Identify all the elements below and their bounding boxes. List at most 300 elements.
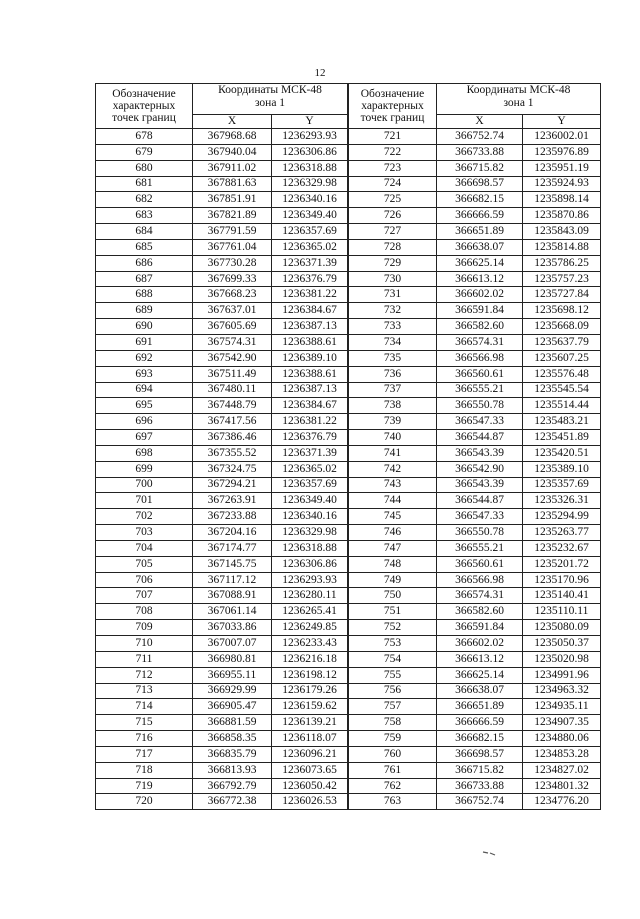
point-number-cell: 681 xyxy=(96,176,193,192)
y-coordinate-cell: 1234935.11 xyxy=(523,699,601,715)
y-coordinate-cell: 1236233.43 xyxy=(272,636,348,652)
y-coordinate-cell: 1235389.10 xyxy=(523,461,601,477)
x-coordinate-cell: 366955.11 xyxy=(193,667,272,683)
point-number-cell: 722 xyxy=(349,144,437,160)
y-coordinate-cell: 1235020.98 xyxy=(523,651,601,667)
y-coordinate-cell: 1235232.67 xyxy=(523,540,601,556)
y-coordinate-cell: 1236118.07 xyxy=(272,731,348,747)
table-row xyxy=(349,303,601,319)
point-number-cell: 710 xyxy=(96,636,193,652)
x-coordinate-cell: 367637.01 xyxy=(193,303,272,319)
y-coordinate-cell: 1235898.14 xyxy=(523,192,601,208)
point-number-cell: 748 xyxy=(349,556,437,572)
point-number-cell: 685 xyxy=(96,239,193,255)
point-number-cell: 759 xyxy=(349,731,437,747)
point-number-cell: 696 xyxy=(96,414,193,430)
table-body-right xyxy=(349,129,601,810)
table-row xyxy=(96,414,348,430)
x-coordinate-cell: 366835.79 xyxy=(193,746,272,762)
point-number-cell: 708 xyxy=(96,604,193,620)
y-coordinate-cell: 1235170.96 xyxy=(523,572,601,588)
x-coordinate-cell: 366602.02 xyxy=(437,287,523,303)
x-coordinate-cell: 366682.15 xyxy=(437,731,523,747)
y-coordinate-cell: 1235757.23 xyxy=(523,271,601,287)
table-row xyxy=(96,303,348,319)
x-coordinate-cell: 366772.38 xyxy=(193,794,272,810)
point-number-cell: 709 xyxy=(96,620,193,636)
table-row xyxy=(349,651,601,667)
point-number-cell: 757 xyxy=(349,699,437,715)
table-row xyxy=(96,715,348,731)
table-row xyxy=(96,192,348,208)
y-coordinate-cell: 1235451.89 xyxy=(523,430,601,446)
point-number-cell: 727 xyxy=(349,224,437,240)
header-y: Y xyxy=(272,115,348,129)
x-coordinate-cell: 366905.47 xyxy=(193,699,272,715)
y-coordinate-cell: 1236388.61 xyxy=(272,366,348,382)
table-row xyxy=(96,319,348,335)
table-row xyxy=(349,731,601,747)
x-coordinate-cell: 366666.59 xyxy=(437,208,523,224)
table-row xyxy=(349,588,601,604)
table-row xyxy=(349,334,601,350)
y-coordinate-cell: 1235326.31 xyxy=(523,493,601,509)
y-coordinate-cell: 1235924.93 xyxy=(523,176,601,192)
x-coordinate-cell: 366543.39 xyxy=(437,477,523,493)
point-number-cell: 686 xyxy=(96,255,193,271)
table-row xyxy=(96,683,348,699)
point-number-cell: 728 xyxy=(349,239,437,255)
y-coordinate-cell: 1235976.89 xyxy=(523,144,601,160)
y-coordinate-cell: 1236026.53 xyxy=(272,794,348,810)
table-row xyxy=(96,461,348,477)
table-row xyxy=(349,461,601,477)
x-coordinate-cell: 366625.14 xyxy=(437,255,523,271)
y-coordinate-cell: 1236073.65 xyxy=(272,762,348,778)
y-coordinate-cell: 1236249.85 xyxy=(272,620,348,636)
table-row xyxy=(349,144,601,160)
x-coordinate-cell: 366550.78 xyxy=(437,525,523,541)
table-row xyxy=(349,604,601,620)
header-coordinates-line2: зона 1 xyxy=(503,97,534,109)
point-number-cell: 731 xyxy=(349,287,437,303)
table-row xyxy=(96,572,348,588)
y-coordinate-cell: 1235637.79 xyxy=(523,334,601,350)
table-row xyxy=(349,414,601,430)
point-number-cell: 736 xyxy=(349,366,437,382)
table-row xyxy=(96,160,348,176)
table-row xyxy=(96,588,348,604)
x-coordinate-cell: 366858.35 xyxy=(193,731,272,747)
point-number-cell: 684 xyxy=(96,224,193,240)
y-coordinate-cell: 1235514.44 xyxy=(523,398,601,414)
x-coordinate-cell: 366715.82 xyxy=(437,160,523,176)
y-coordinate-cell: 1235294.99 xyxy=(523,509,601,525)
header-designation-line2: характерных xyxy=(361,100,424,112)
point-number-cell: 733 xyxy=(349,319,437,335)
x-coordinate-cell: 367233.88 xyxy=(193,509,272,525)
y-coordinate-cell: 1236357.69 xyxy=(272,477,348,493)
x-coordinate-cell: 366792.79 xyxy=(193,778,272,794)
x-coordinate-cell: 367061.14 xyxy=(193,604,272,620)
point-number-cell: 730 xyxy=(349,271,437,287)
point-number-cell: 756 xyxy=(349,683,437,699)
x-coordinate-cell: 367851.91 xyxy=(193,192,272,208)
point-number-cell: 758 xyxy=(349,715,437,731)
x-coordinate-cell: 367417.56 xyxy=(193,414,272,430)
y-coordinate-cell: 1236159.62 xyxy=(272,699,348,715)
table-row xyxy=(349,778,601,794)
table-row xyxy=(96,509,348,525)
y-coordinate-cell: 1236329.98 xyxy=(272,176,348,192)
table-row xyxy=(349,160,601,176)
point-number-cell: 747 xyxy=(349,540,437,556)
x-coordinate-cell: 366544.87 xyxy=(437,493,523,509)
y-coordinate-cell: 1236365.02 xyxy=(272,239,348,255)
y-coordinate-cell: 1236340.16 xyxy=(272,192,348,208)
table-row xyxy=(349,208,601,224)
x-coordinate-cell: 367204.16 xyxy=(193,525,272,541)
x-coordinate-cell: 367480.11 xyxy=(193,382,272,398)
x-coordinate-cell: 366602.02 xyxy=(437,636,523,652)
y-coordinate-cell: 1236318.88 xyxy=(272,540,348,556)
y-coordinate-cell: 1234776.20 xyxy=(523,794,601,810)
header-designation-line1: Обозначение xyxy=(360,88,425,100)
y-coordinate-cell: 1236387.13 xyxy=(272,319,348,335)
point-number-cell: 721 xyxy=(349,129,437,145)
table-row xyxy=(349,556,601,572)
point-number-cell: 694 xyxy=(96,382,193,398)
table-row xyxy=(349,255,601,271)
point-number-cell: 725 xyxy=(349,192,437,208)
table-row xyxy=(349,525,601,541)
x-coordinate-cell: 367881.63 xyxy=(193,176,272,192)
x-coordinate-cell: 366613.12 xyxy=(437,651,523,667)
y-coordinate-cell: 1235698.12 xyxy=(523,303,601,319)
y-coordinate-cell: 1236096.21 xyxy=(272,746,348,762)
table-body-left xyxy=(96,129,348,810)
header-designation xyxy=(96,84,193,129)
y-coordinate-cell: 1235786.25 xyxy=(523,255,601,271)
header-designation-line2: характерных xyxy=(112,100,176,112)
table-row xyxy=(349,762,601,778)
point-number-cell: 711 xyxy=(96,651,193,667)
table-row xyxy=(96,398,348,414)
point-number-cell: 717 xyxy=(96,746,193,762)
header-designation xyxy=(349,84,437,129)
x-coordinate-cell: 367542.90 xyxy=(193,350,272,366)
table-row xyxy=(96,430,348,446)
header-designation-line3: точек границ xyxy=(360,112,425,124)
y-coordinate-cell: 1235080.09 xyxy=(523,620,601,636)
point-number-cell: 714 xyxy=(96,699,193,715)
point-number-cell: 718 xyxy=(96,762,193,778)
x-coordinate-cell: 366980.81 xyxy=(193,651,272,667)
y-coordinate-cell: 1236376.79 xyxy=(272,271,348,287)
table-row xyxy=(96,651,348,667)
table-row xyxy=(349,620,601,636)
y-coordinate-cell: 1235727.84 xyxy=(523,287,601,303)
point-number-cell: 693 xyxy=(96,366,193,382)
table-row xyxy=(96,667,348,683)
point-number-cell: 729 xyxy=(349,255,437,271)
table-row xyxy=(349,129,601,145)
x-coordinate-cell: 367145.75 xyxy=(193,556,272,572)
table-row xyxy=(349,540,601,556)
table-row xyxy=(96,255,348,271)
y-coordinate-cell: 1236381.22 xyxy=(272,287,348,303)
x-coordinate-cell: 366698.57 xyxy=(437,746,523,762)
table-row xyxy=(349,794,601,810)
point-number-cell: 745 xyxy=(349,509,437,525)
y-coordinate-cell: 1236389.10 xyxy=(272,350,348,366)
x-coordinate-cell: 366638.07 xyxy=(437,683,523,699)
table-row xyxy=(96,239,348,255)
table-row xyxy=(349,430,601,446)
point-number-cell: 740 xyxy=(349,430,437,446)
point-number-cell: 702 xyxy=(96,509,193,525)
x-coordinate-cell: 366752.74 xyxy=(437,794,523,810)
table-row xyxy=(96,699,348,715)
y-coordinate-cell: 1236371.39 xyxy=(272,255,348,271)
x-coordinate-cell: 366582.60 xyxy=(437,604,523,620)
x-coordinate-cell: 367355.52 xyxy=(193,445,272,461)
table-row xyxy=(96,746,348,762)
point-number-cell: 701 xyxy=(96,493,193,509)
table-row xyxy=(96,604,348,620)
point-number-cell: 742 xyxy=(349,461,437,477)
coordinates-table-right xyxy=(348,83,601,810)
table-row xyxy=(96,778,348,794)
y-coordinate-cell: 1235607.25 xyxy=(523,350,601,366)
x-coordinate-cell: 367007.07 xyxy=(193,636,272,652)
x-coordinate-cell: 366566.98 xyxy=(437,572,523,588)
table-row xyxy=(96,144,348,160)
point-number-cell: 749 xyxy=(349,572,437,588)
y-coordinate-cell: 1235545.54 xyxy=(523,382,601,398)
y-coordinate-cell: 1236179.26 xyxy=(272,683,348,699)
x-coordinate-cell: 367117.12 xyxy=(193,572,272,588)
point-number-cell: 744 xyxy=(349,493,437,509)
table-row xyxy=(349,350,601,366)
x-coordinate-cell: 366613.12 xyxy=(437,271,523,287)
point-number-cell: 743 xyxy=(349,477,437,493)
x-coordinate-cell: 367940.04 xyxy=(193,144,272,160)
table-row xyxy=(96,176,348,192)
x-coordinate-cell: 367605.69 xyxy=(193,319,272,335)
x-coordinate-cell: 366733.88 xyxy=(437,144,523,160)
table-row xyxy=(96,287,348,303)
table-row xyxy=(96,636,348,652)
table-row xyxy=(349,667,601,683)
table-row xyxy=(349,746,601,762)
point-number-cell: 746 xyxy=(349,525,437,541)
table-row xyxy=(96,794,348,810)
point-number-cell: 751 xyxy=(349,604,437,620)
scan-mark-icon xyxy=(482,850,496,856)
table-row xyxy=(96,540,348,556)
x-coordinate-cell: 366733.88 xyxy=(437,778,523,794)
x-coordinate-cell: 367324.75 xyxy=(193,461,272,477)
x-coordinate-cell: 366625.14 xyxy=(437,667,523,683)
x-coordinate-cell: 366752.74 xyxy=(437,129,523,145)
y-coordinate-cell: 1236329.98 xyxy=(272,525,348,541)
point-number-cell: 763 xyxy=(349,794,437,810)
x-coordinate-cell: 367791.59 xyxy=(193,224,272,240)
y-coordinate-cell: 1236216.18 xyxy=(272,651,348,667)
x-coordinate-cell: 367968.68 xyxy=(193,129,272,145)
table-row xyxy=(349,445,601,461)
table-row xyxy=(96,445,348,461)
y-coordinate-cell: 1236376.79 xyxy=(272,430,348,446)
x-coordinate-cell: 366582.60 xyxy=(437,319,523,335)
y-coordinate-cell: 1235201.72 xyxy=(523,556,601,572)
point-number-cell: 732 xyxy=(349,303,437,319)
table-row xyxy=(349,287,601,303)
table-row xyxy=(349,192,601,208)
point-number-cell: 734 xyxy=(349,334,437,350)
point-number-cell: 688 xyxy=(96,287,193,303)
point-number-cell: 692 xyxy=(96,350,193,366)
point-number-cell: 723 xyxy=(349,160,437,176)
point-number-cell: 679 xyxy=(96,144,193,160)
table-row xyxy=(349,319,601,335)
point-number-cell: 712 xyxy=(96,667,193,683)
table-row xyxy=(349,699,601,715)
y-coordinate-cell: 1236357.69 xyxy=(272,224,348,240)
y-coordinate-cell: 1236371.39 xyxy=(272,445,348,461)
point-number-cell: 707 xyxy=(96,588,193,604)
y-coordinate-cell: 1236384.67 xyxy=(272,398,348,414)
point-number-cell: 741 xyxy=(349,445,437,461)
table-row xyxy=(96,556,348,572)
point-number-cell: 762 xyxy=(349,778,437,794)
point-number-cell: 700 xyxy=(96,477,193,493)
x-coordinate-cell: 366881.59 xyxy=(193,715,272,731)
x-coordinate-cell: 366542.90 xyxy=(437,461,523,477)
point-number-cell: 682 xyxy=(96,192,193,208)
table-row xyxy=(96,620,348,636)
table-row xyxy=(96,208,348,224)
table-row xyxy=(349,715,601,731)
table-row xyxy=(96,382,348,398)
x-coordinate-cell: 366574.31 xyxy=(437,588,523,604)
x-coordinate-cell: 366560.61 xyxy=(437,556,523,572)
x-coordinate-cell: 367511.49 xyxy=(193,366,272,382)
y-coordinate-cell: 1236002.01 xyxy=(523,129,601,145)
point-number-cell: 761 xyxy=(349,762,437,778)
x-coordinate-cell: 367033.86 xyxy=(193,620,272,636)
point-number-cell: 754 xyxy=(349,651,437,667)
point-number-cell: 715 xyxy=(96,715,193,731)
y-coordinate-cell: 1234801.32 xyxy=(523,778,601,794)
x-coordinate-cell: 367911.02 xyxy=(193,160,272,176)
y-coordinate-cell: 1235870.86 xyxy=(523,208,601,224)
table-row xyxy=(96,762,348,778)
y-coordinate-cell: 1236349.40 xyxy=(272,208,348,224)
y-coordinate-cell: 1236387.13 xyxy=(272,382,348,398)
point-number-cell: 737 xyxy=(349,382,437,398)
point-number-cell: 739 xyxy=(349,414,437,430)
x-coordinate-cell: 367386.46 xyxy=(193,430,272,446)
y-coordinate-cell: 1235668.09 xyxy=(523,319,601,335)
y-coordinate-cell: 1235576.48 xyxy=(523,366,601,382)
table-row xyxy=(349,366,601,382)
header-x: X xyxy=(193,115,272,129)
point-number-cell: 683 xyxy=(96,208,193,224)
table-row xyxy=(96,129,348,145)
x-coordinate-cell: 367574.31 xyxy=(193,334,272,350)
x-coordinate-cell: 367263.91 xyxy=(193,493,272,509)
table-row xyxy=(96,271,348,287)
y-coordinate-cell: 1236280.11 xyxy=(272,588,348,604)
y-coordinate-cell: 1236384.67 xyxy=(272,303,348,319)
table-row xyxy=(349,239,601,255)
point-number-cell: 689 xyxy=(96,303,193,319)
y-coordinate-cell: 1235050.37 xyxy=(523,636,601,652)
table-row xyxy=(96,350,348,366)
point-number-cell: 719 xyxy=(96,778,193,794)
point-number-cell: 726 xyxy=(349,208,437,224)
x-coordinate-cell: 366682.15 xyxy=(437,192,523,208)
point-number-cell: 760 xyxy=(349,746,437,762)
page-number: 12 xyxy=(314,67,326,79)
table-row xyxy=(349,572,601,588)
x-coordinate-cell: 366813.93 xyxy=(193,762,272,778)
x-coordinate-cell: 367730.28 xyxy=(193,255,272,271)
y-coordinate-cell: 1234880.06 xyxy=(523,731,601,747)
y-coordinate-cell: 1236381.22 xyxy=(272,414,348,430)
point-number-cell: 713 xyxy=(96,683,193,699)
point-number-cell: 720 xyxy=(96,794,193,810)
x-coordinate-cell: 366715.82 xyxy=(437,762,523,778)
table-row xyxy=(96,224,348,240)
x-coordinate-cell: 367294.21 xyxy=(193,477,272,493)
table-row xyxy=(96,366,348,382)
header-coordinates xyxy=(193,84,348,115)
x-coordinate-cell: 367821.89 xyxy=(193,208,272,224)
x-coordinate-cell: 366560.61 xyxy=(437,366,523,382)
x-coordinate-cell: 366929.99 xyxy=(193,683,272,699)
table-row xyxy=(349,477,601,493)
y-coordinate-cell: 1236198.12 xyxy=(272,667,348,683)
header-coordinates-line1: Координаты МСК-48 xyxy=(218,84,322,96)
table-row xyxy=(96,334,348,350)
table-row xyxy=(349,398,601,414)
header-coordinates-line2: зона 1 xyxy=(254,97,286,109)
y-coordinate-cell: 1235951.19 xyxy=(523,160,601,176)
y-coordinate-cell: 1236306.86 xyxy=(272,556,348,572)
point-number-cell: 753 xyxy=(349,636,437,652)
x-coordinate-cell: 366550.78 xyxy=(437,398,523,414)
x-coordinate-cell: 367448.79 xyxy=(193,398,272,414)
x-coordinate-cell: 366591.84 xyxy=(437,620,523,636)
x-coordinate-cell: 366666.59 xyxy=(437,715,523,731)
x-coordinate-cell: 366566.98 xyxy=(437,350,523,366)
x-coordinate-cell: 366547.33 xyxy=(437,414,523,430)
point-number-cell: 690 xyxy=(96,319,193,335)
y-coordinate-cell: 1236265.41 xyxy=(272,604,348,620)
x-coordinate-cell: 367174.77 xyxy=(193,540,272,556)
table-row xyxy=(349,271,601,287)
table-row xyxy=(349,176,601,192)
point-number-cell: 705 xyxy=(96,556,193,572)
point-number-cell: 752 xyxy=(349,620,437,636)
header-designation-line3: точек границ xyxy=(112,112,176,124)
table-row xyxy=(349,636,601,652)
x-coordinate-cell: 366555.21 xyxy=(437,540,523,556)
x-coordinate-cell: 366698.57 xyxy=(437,176,523,192)
